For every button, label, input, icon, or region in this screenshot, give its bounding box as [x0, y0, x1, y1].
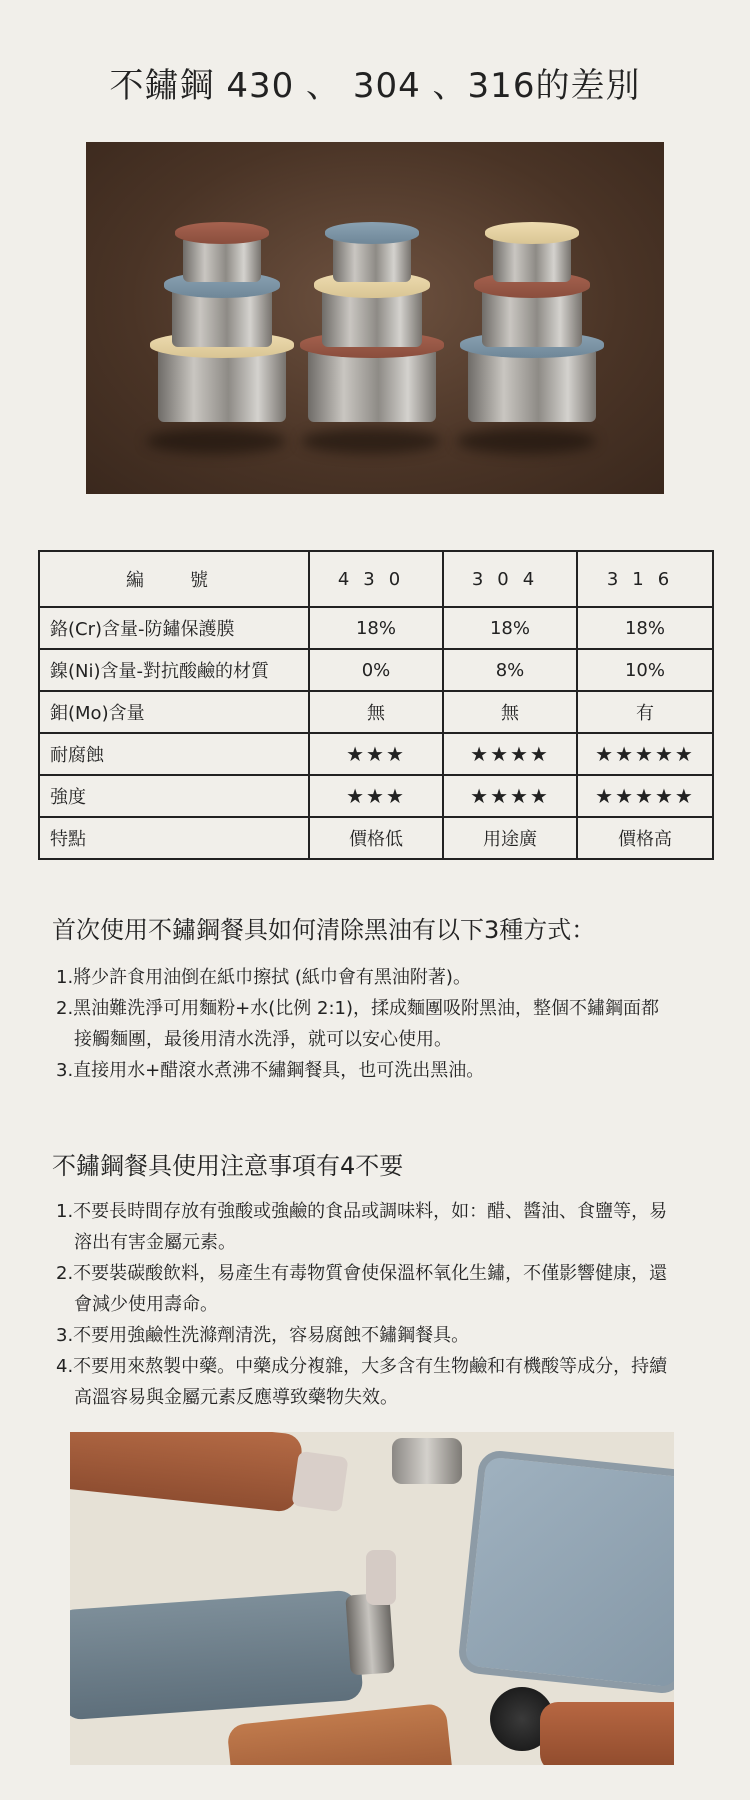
- table-cell: 價格高: [577, 817, 713, 859]
- list-item: 1.不要長時間存放有強酸或強鹼的食品或調味料，如：醋、醬油、食鹽等，易溶出有害金屬元素。: [56, 1201, 668, 1253]
- table-cell: 18%: [577, 607, 713, 649]
- table-row: [39, 733, 713, 775]
- star-rating: ★★★★★: [577, 775, 713, 817]
- star-rating: ★★★★★: [577, 733, 713, 775]
- table-cell: 8%: [443, 649, 577, 691]
- rust-bottle: [70, 1432, 303, 1513]
- star-rating: ★★★★: [443, 775, 577, 817]
- table-row: [39, 817, 713, 859]
- row-label: 鉻(Cr)含量-防鏽保護膜: [39, 607, 309, 649]
- table-cell: 有: [577, 691, 713, 733]
- page-title: 不鏽鋼 430 、 304 、316的差別: [109, 66, 641, 106]
- cleaning-steps-list: [56, 962, 676, 1086]
- table-cell: 10%: [577, 649, 713, 691]
- row-label: 鎳(Ni)含量-對抗酸鹼的材質: [39, 649, 309, 691]
- table-cell: 18%: [443, 607, 577, 649]
- star-rating: ★★★: [309, 733, 443, 775]
- stainless-containers-photo: [86, 142, 664, 494]
- table-cell: 價格低: [309, 817, 443, 859]
- row-label: 強度: [39, 775, 309, 817]
- rust-bottle-bottom: [226, 1703, 453, 1765]
- table-cell: 無: [443, 691, 577, 733]
- table-header-cell: 304: [443, 551, 577, 607]
- list-item: 2.黑油難洗淨可用麵粉+水(比例 2:1)，揉成麵團吸附黑油，整個不鏽鋼面都接觸麵團，最後用清水洗淨，就可以安心使用。: [56, 998, 659, 1050]
- star-rating: ★★★★: [443, 733, 577, 775]
- list-item: 1.將少許食用油倒在紙巾擦拭 (紙巾會有黑油附著)。: [56, 967, 471, 988]
- table-header-cell: 430: [309, 551, 443, 607]
- row-label: 鉬(Mo)含量: [39, 691, 309, 733]
- section-title-precautions: 不鏽鋼餐具使用注意事項有4不要: [52, 1152, 404, 1180]
- list-item: 3.直接用水+醋滾水煮沸不繡鋼餐具，也可洗出黑油。: [56, 1060, 485, 1081]
- table-cell: 用途廣: [443, 817, 577, 859]
- row-label: 特點: [39, 817, 309, 859]
- table-row: [39, 691, 713, 733]
- table-row: [39, 649, 713, 691]
- table-cell: 18%: [309, 607, 443, 649]
- precautions-list: [56, 1196, 676, 1413]
- list-item: 4.不要用來熬製中藥。中藥成分複雜，大多含有生物鹼和有機酸等成分，持續高溫容易與金屬元素反應導致藥物失效。: [56, 1356, 668, 1408]
- bottles-and-lunchbox-photo: [70, 1432, 674, 1765]
- list-item: 2.不要裝碳酸飲料，易產生有毒物質會使保溫杯氧化生鏽，不僅影響健康，還會減少使用壽命。: [56, 1263, 668, 1315]
- table-cell: 無: [309, 691, 443, 733]
- lunchbox: [457, 1449, 674, 1695]
- table-header-row: [39, 551, 713, 607]
- table-header-cell: 316: [577, 551, 713, 607]
- table-header-cell: 編 號: [39, 551, 309, 607]
- list-item: 3.不要用強鹼性洗滌劑清洗，容易腐蝕不鏽鋼餐具。: [56, 1325, 470, 1346]
- section-title-cleaning: 首次使用不鏽鋼餐具如何清除黑油有以下3種方式：: [52, 916, 596, 944]
- table-cell: 0%: [309, 649, 443, 691]
- blue-bottle: [70, 1590, 363, 1721]
- comparison-table: [38, 550, 714, 860]
- star-rating: ★★★: [309, 775, 443, 817]
- table-row: [39, 775, 713, 817]
- row-label: 耐腐蝕: [39, 733, 309, 775]
- table-row: [39, 607, 713, 649]
